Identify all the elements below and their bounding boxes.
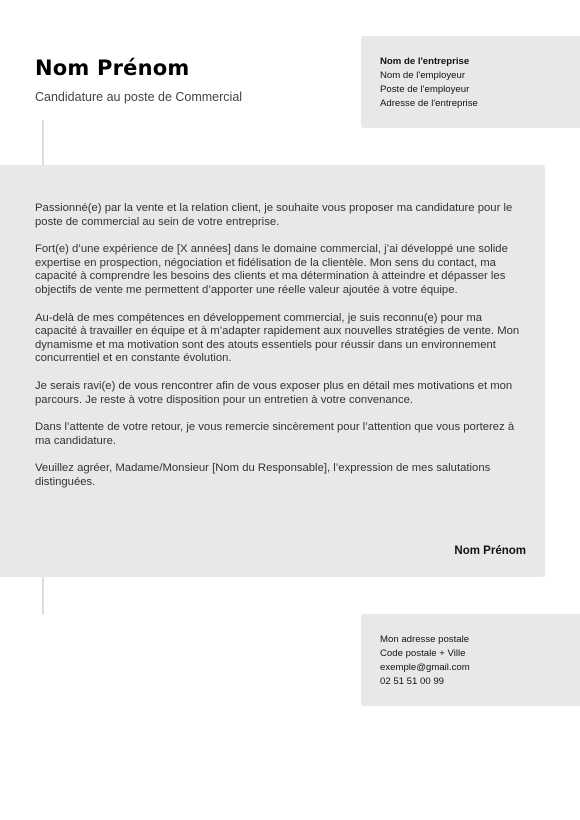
letter-paragraph-5: Dans l’attente de votre retour, je vous remercie sincèrement pour l’attention que vous porterez à ma candidature. — [35, 421, 515, 447]
postal-address: Mon adresse postale — [380, 634, 470, 645]
applicant-name: Nom Prénom — [35, 56, 190, 80]
decorative-divider-bottom — [42, 577, 44, 615]
company-address: Adresse de l'entreprise — [380, 98, 478, 109]
decorative-divider-top — [42, 120, 44, 165]
letter-paragraph-4: Je serais ravi(e) de vous rencontrer afin de vous exposer plus en détail mes motivations et mon parcours. Je reste à votre disposition pour un entretien à votre convenance. — [35, 379, 513, 406]
contact-box — [361, 614, 580, 706]
signature: Nom Prénom — [454, 545, 526, 557]
letter-paragraph-6: Veuillez agréer, Madame/Monsieur [Nom du Responsable], l’expression de mes salutations distinguées. — [35, 462, 491, 488]
company-name: Nom de l'entreprise — [380, 56, 470, 67]
application-subtitle: Candidature au poste de Commercial — [35, 90, 243, 104]
letter-body — [0, 165, 545, 577]
recipient-box — [361, 36, 580, 128]
email-address: exemple@gmail.com — [380, 662, 470, 673]
employer-name: Nom de l'employeur — [380, 70, 466, 81]
phone-number: 02 51 51 00 99 — [380, 676, 445, 687]
letter-paragraph-3: Au-delà de mes compétences en développement commercial, je suis reconnu(e) pour ma capacité à travailler en équipe et à m’adapter rapidement aux nouvelles stratégies de vente. Mon dynamisme et ma motivation sont des atouts essentiels pour réussir dans un environnement concurrentiel et en constante évolution. — [35, 311, 520, 365]
postal-code-city: Code postale + Ville — [380, 648, 466, 659]
employer-position: Poste de l'employeur — [380, 84, 470, 95]
letter-paragraph-2: Fort(e) d’une expérience de [X années] dans le domaine commercial, j’ai développé une solide expertise en prospection, négociation et fidélisation de la clientèle. Mon sens du contact, ma capacité à comprendre les besoins des clients et ma détermination à atteindre et dépasser les objectifs de vente me permettent d’apporter une réelle valeur ajoutée à votre équipe. — [35, 243, 508, 296]
letter-paragraph-1: Passionné(e) par la vente et la relation client, je souhaite vous proposer ma candidature pour le poste de commercial au sein de votre entreprise. — [35, 202, 513, 228]
